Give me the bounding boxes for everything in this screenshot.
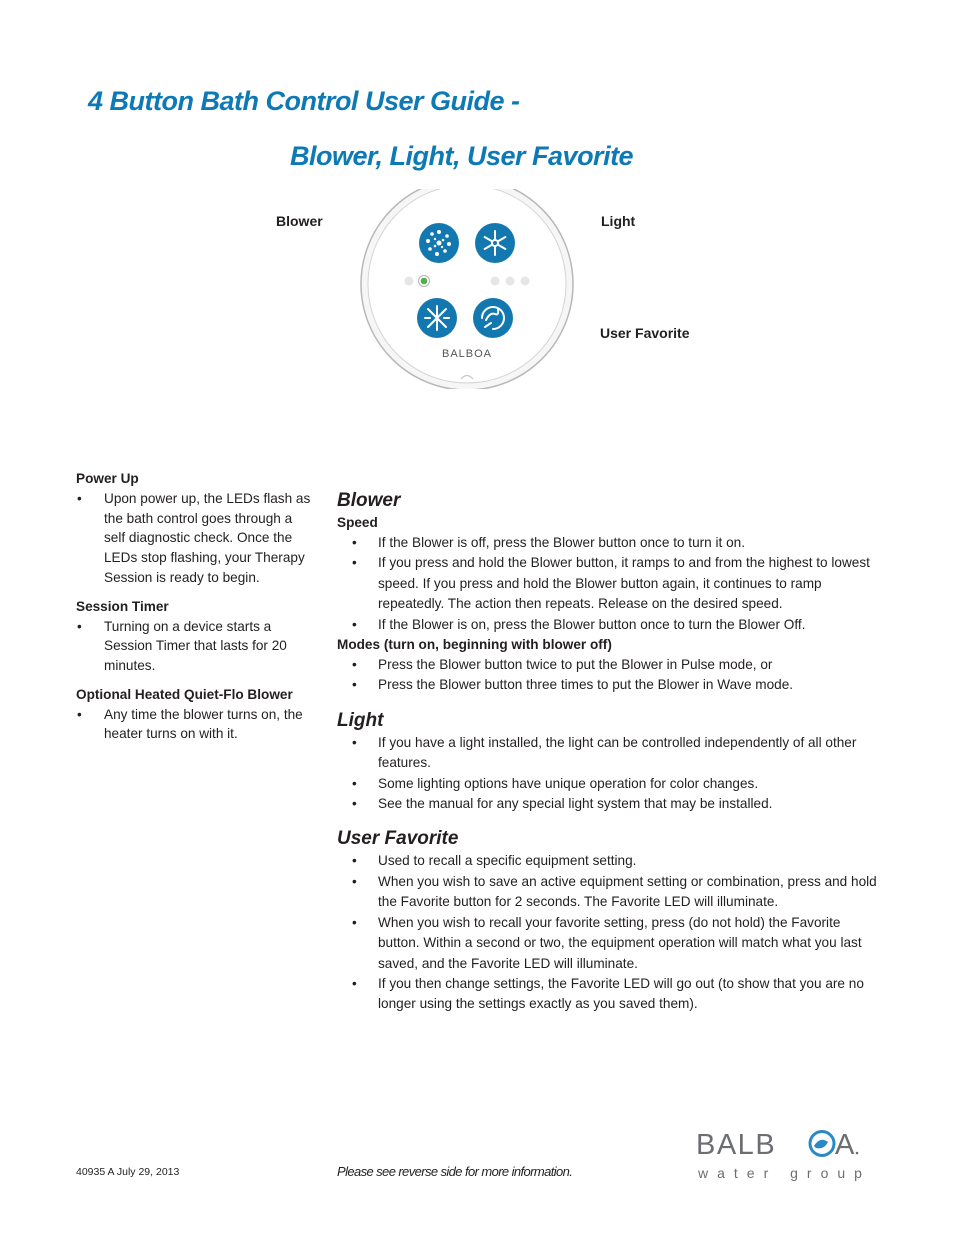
blower-callout-label: Blower xyxy=(276,213,323,229)
light-list xyxy=(337,733,877,815)
list-item: • When you wish to recall your favorite setting, press (do not hold) the Favorite button. Within a second or two, the equipment operation will match what you last saved, and the Favorite LED will illuminate. xyxy=(337,913,877,974)
document-title-line2: Blower, Light, User Favorite xyxy=(290,141,634,171)
modes-list xyxy=(337,655,877,696)
light-callout-label: Light xyxy=(601,213,636,229)
led-3 xyxy=(491,277,500,286)
list-item: • Turning on a device starts a Session Timer that lasts for 20 minutes. xyxy=(76,617,316,676)
list-item: • Press the Blower button twice to put the Blower in Pulse mode, or xyxy=(337,655,877,675)
list-item: • Used to recall a specific equipment setting. xyxy=(337,851,877,871)
balboa-water-group-logo xyxy=(694,1122,884,1182)
light-section-heading: Light xyxy=(337,709,384,731)
heated-blower-list xyxy=(76,705,316,744)
jets-icon xyxy=(425,306,449,330)
list-item: • See the manual for any special light system that may be installed. xyxy=(337,794,877,814)
blower-button[interactable] xyxy=(419,223,459,263)
svg-text:A: A xyxy=(835,1129,855,1161)
session-timer-heading: Session Timer xyxy=(76,598,169,614)
bath-control-panel-diagram xyxy=(357,189,577,389)
list-item: • Upon power up, the LEDs flash as the bath control goes through a self diagnostic check. Once the LEDs stop flashing, your Therapy Session is ready to begin. xyxy=(76,489,316,588)
sidebar-notes xyxy=(76,469,316,744)
main-instructions xyxy=(337,489,877,1015)
list-item: • Any time the blower turns on, the heater turns on with it. xyxy=(76,705,316,744)
speed-heading: Speed xyxy=(337,515,378,530)
list-item: • Some lighting options have unique operation for color changes. xyxy=(337,774,877,794)
reverse-side-note: Please see reverse side for more information. xyxy=(337,1164,573,1179)
user-favorite-button[interactable] xyxy=(473,298,513,338)
heated-blower-heading: Optional Heated Quiet-Flo Blower xyxy=(76,686,293,702)
list-item: • If you have a light installed, the light can be controlled independently of all other features. xyxy=(337,733,877,774)
list-item: • Press the Blower button three times to put the Blower in Wave mode. xyxy=(337,675,877,695)
session-timer-list xyxy=(76,617,316,676)
list-item: • If the Blower is on, press the Blower button once to turn the Blower Off. xyxy=(337,615,877,635)
led-4 xyxy=(506,277,515,286)
list-item: • If the Blower is off, press the Blower button once to turn it on. xyxy=(337,533,877,553)
speed-list xyxy=(337,533,877,635)
user-favorite-list xyxy=(337,851,877,1014)
blower-mode-button[interactable] xyxy=(417,298,457,338)
document-title-line1: 4 Button Bath Control User Guide - xyxy=(88,86,520,116)
logo-subtitle: water group xyxy=(698,1165,871,1181)
svg-text:BALB: BALB xyxy=(696,1129,777,1161)
control-brand-text: BALBOA xyxy=(441,348,493,360)
list-item: • When you wish to save an active equipment setting or combination, press and hold the Favorite button for 2 seconds. The Favorite LED will illuminate. xyxy=(337,872,877,913)
list-item: • If you press and hold the Blower button, it ramps to and from the highest to lowest speed. If you press and hold the Blower button again, it continues to ramp repeatedly. The action then repeats. Release on the desired speed. xyxy=(337,553,877,614)
power-up-list xyxy=(76,489,316,588)
user-favorite-callout-label: User Favorite xyxy=(600,325,690,341)
led-5 xyxy=(521,277,530,286)
modes-heading: Modes (turn on, beginning with blower off) xyxy=(337,637,612,653)
logo-swirl-icon xyxy=(810,1132,834,1156)
light-button[interactable] xyxy=(475,223,515,263)
list-item: • If you then change settings, the Favorite LED will go out (to show that you are no longer using the settings exactly as you saved them). xyxy=(337,974,877,1015)
led-1 xyxy=(405,277,414,286)
power-up-heading: Power Up xyxy=(76,471,139,486)
document-code: 40935 A July 29, 2013 xyxy=(76,1166,180,1178)
user-favorite-section-heading: User Favorite xyxy=(337,828,459,850)
blower-led xyxy=(421,278,428,285)
blower-section-heading: Blower xyxy=(337,490,401,511)
